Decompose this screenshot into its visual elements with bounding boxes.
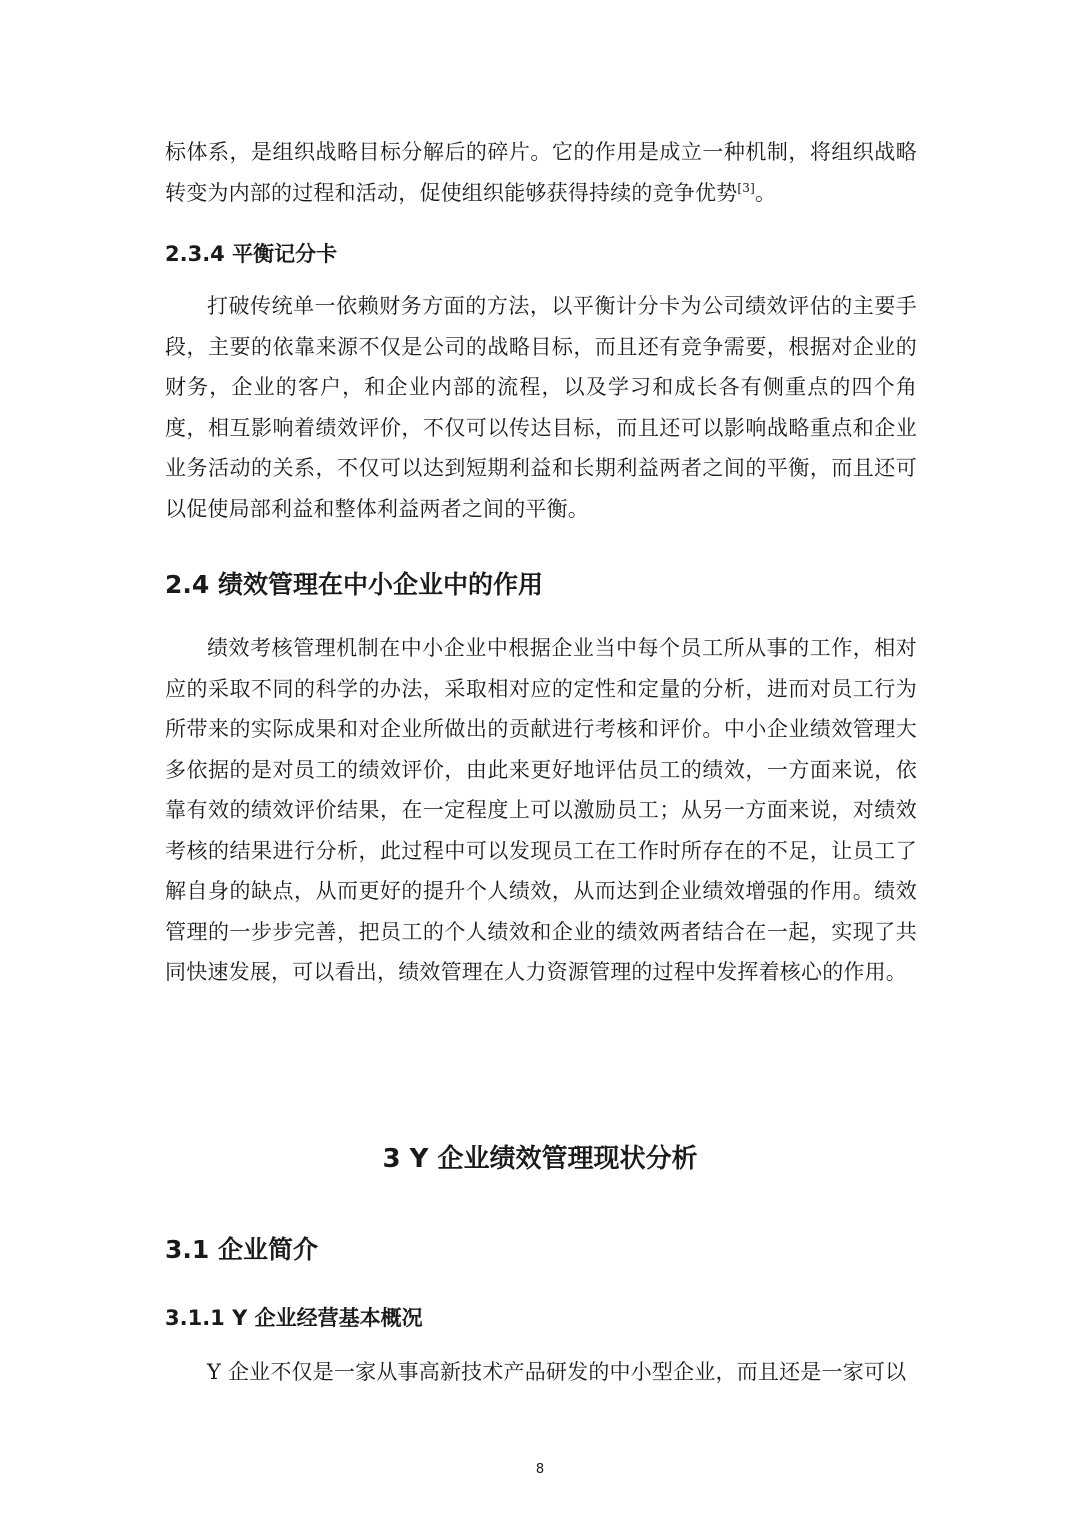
paragraph-3-1-1: Y 企业不仅是一家从事高新技术产品研发的中小型企业，而且还是一家可以: [207, 1360, 907, 1384]
page-number: 8: [535, 1462, 545, 1477]
heading-3-1: 3.1 企业简介: [165, 1235, 318, 1264]
paragraph-2-4: 绩效考核管理机制在中小企业中根据企业当中每个员工所从事的工作，相对应的采取不同的科学的办法，采取相对应的定性和定量的分析，进而对员工行为所带来的实际成果和对企业所做出的贡献进行考核和评价。中小企业绩效管理大多依据的是对员工的绩效评价，由此来更好地评估员工的绩效，一方面来说，依靠有效的绩效评价结果，在一定程度上可以激励员工；从另一方面来说，对绩效考核的结果进行分析，此过程中可以发现员工在工作时所存在的不足，让员工了解自身的缺点，从而更好的提升个人绩效，从而达到企业绩效增强的作用。绩效管理的一步步完善，把员工的个人绩效和企业的绩效两者结合在一起，实现了共同快速发展，可以看出，绩效管理在人力资源管理的过程中发挥着核心的作用。: [165, 636, 917, 984]
continued-paragraph-end: 。: [755, 180, 777, 205]
heading-2-4: 2.4 绩效管理在中小企业中的作用: [165, 570, 543, 599]
continued-paragraph-text: 标体系，是组织战略目标分解后的碎片。它的作用是成立一种机制，将组织战略转变为内部的过程和活动，促使组织能够获得持续的竞争优势: [165, 140, 917, 205]
chapter-3-title: 3 Y 企业绩效管理现状分析: [382, 1144, 698, 1174]
heading-3-1-1: 3.1.1 Y 企业经营基本概况: [165, 1306, 423, 1330]
heading-2-3-4: 2.3.4 平衡记分卡: [165, 242, 338, 266]
citation-reference[interactable]: [3]: [737, 180, 756, 195]
continued-paragraph: [165, 132, 917, 213]
paragraph-2-3-4: 打破传统单一依赖财务方面的方法，以平衡计分卡为公司绩效评估的主要手段，主要的依靠来源不仅是公司的战略目标，而且还有竞争需要，根据对企业的财务，企业的客户，和企业内部的流程，以及学习和成长各有侧重点的四个角度，相互影响着绩效评价，不仅可以传达目标，而且还可以影响战略重点和企业业务活动的关系，不仅可以达到短期利益和长期利益两者之间的平衡，而且还可以促使局部利益和整体利益两者之间的平衡。: [165, 294, 917, 521]
